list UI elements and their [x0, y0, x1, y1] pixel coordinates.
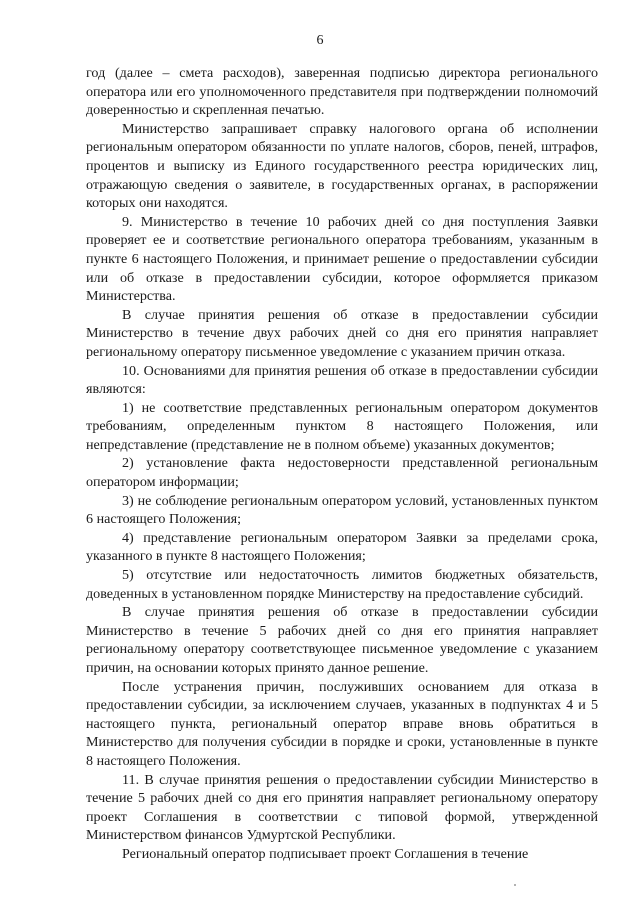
list-item-1: 1) не соответствие представленных региональным оператором документов требованиям, определенным пунктом 8 настоящего Положения, или непредставление (представление не в полном объеме) указанных документов; [86, 399, 598, 453]
paragraph-clause-11: 11. В случае принятия решения о предоставлении субсидии Министерство в течение 5 рабочих дней со дня его принятия направляет региональному оператору проект Соглашения в соответствии с типовой формой, утвержденной Министерством финансов Удмуртской Республики. [86, 771, 598, 844]
list-item-3: 3) не соблюдение региональным оператором условий, установленных пунктом 6 настоящего Положения; [86, 492, 598, 528]
paragraph-refusal-notice: В случае принятия решения об отказе в предоставлении субсидии Министерство в течение двух рабочих дней со дня его принятия направляет региональному оператору письменное уведомление с указанием причин отказа. [86, 306, 598, 360]
scan-speck [514, 884, 516, 886]
paragraph-refusal-notification: В случае принятия решения об отказе в предоставлении субсидии Министерство в течение 5 рабочих дней со дня его принятия направляет региональному оператору соответствующее письменное уведомление с указанием причин, на основании которых принято данное решение. [86, 604, 598, 676]
paragraph-tax-certificate-request: Министерство запрашивает справку налогового органа об исполнении региональным оператором обязанности по уплате налогов, сборов, пеней, штрафов, процентов и выписку из Единого государственного реестра юридических лиц, отражающую сведения о заявителе, в государственных органах, в распоряжении которых они находятся. [86, 120, 598, 212]
list-item-2: 2) установление факта недостоверности представленной региональным оператором информации; [86, 455, 598, 491]
document-body [86, 64, 598, 864]
list-item-5: 5) отсутствие или недостаточность лимитов бюджетных обязательств, доведенных в установленном порядке Министерству на предоставление субсидий. [86, 567, 598, 602]
paragraph-signing-agreement: Региональный оператор подписывает проект Соглашения в течение [122, 845, 529, 862]
paragraph-estimate-continuation: год (далее – смета расходов), заверенная подписью директора регионального оператора или его уполномоченного представителя при подтверждении полномочий доверенностью и скрепленная печатью. [86, 65, 598, 119]
page-number: 6 [316, 33, 324, 48]
list-item-4: 4) представление региональным оператором Заявки за пределами срока, указанного в пункте 8 настоящего Положения; [86, 529, 598, 565]
paragraph-clause-9: 9. Министерство в течение 10 рабочих дней со дня поступления Заявки проверяет ее и соответствие регионального оператора требованиям, указанным в пункте 6 настоящего Положения, и принимает решение о предоставлении субсидии или об отказе в предоставлении субсидии, которое оформляется приказом Министерства. [86, 213, 598, 305]
paragraph-clause-10: 10. Основаниями для принятия решения об отказе в предоставлении субсидии являются: [86, 362, 598, 398]
paragraph-reapplication: После устранения причин, послуживших основанием для отказа в предоставлении субсидии, за исключением случаев, указанных в подпунктах 4 и 5 настоящего пункта, региональный оператор вправе вновь обратиться в Министерство для получения субсидии в порядке и сроки, установленные в пункте 8 настоящего Положения. [86, 678, 598, 769]
